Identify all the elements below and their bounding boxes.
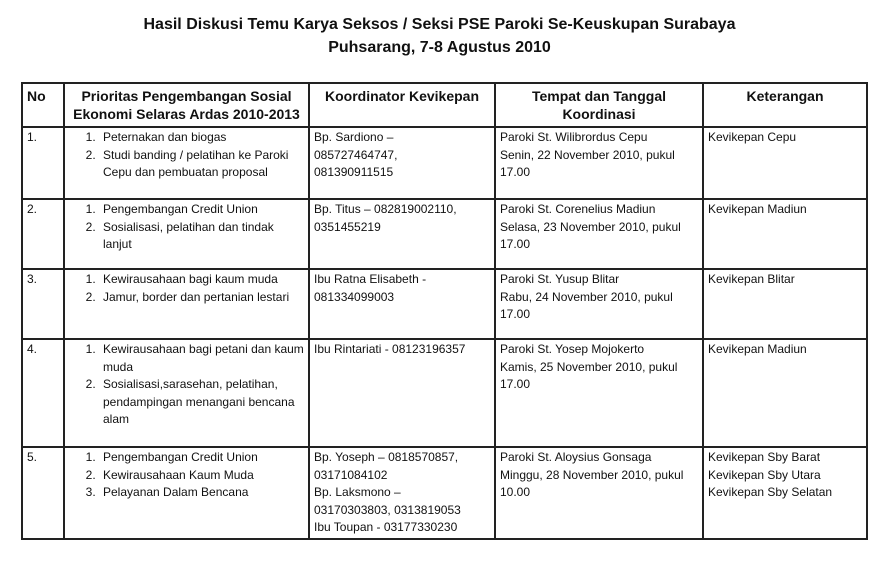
cell-prioritas	[64, 269, 309, 339]
prioritas-list	[69, 271, 304, 306]
cell-keterangan	[703, 199, 867, 269]
keterangan-line: Kevikepan Sby Barat	[708, 450, 821, 464]
cell-tempat	[495, 127, 703, 199]
cell-koordinator	[309, 199, 495, 269]
table-row	[22, 199, 867, 269]
document-subtitle: Puhsarang, 7-8 Agustus 2010	[328, 39, 551, 56]
koordinator-line: 081390911515	[314, 165, 394, 179]
koordinator-line: Bp. Sardiono –	[314, 130, 394, 144]
prioritas-item: 1. Kewirausahaan bagi petani dan kaum muda	[99, 341, 304, 376]
table-header-row	[22, 83, 867, 127]
prioritas-item: 1. Pengembangan Credit Union	[99, 201, 304, 219]
prioritas-item: 2. Sosialisasi,sarasehan, pelatihan, pendampingan menangani bencana alam	[99, 376, 304, 429]
koordinator-line: 081334099003	[314, 289, 395, 304]
tempat-line: Senin, 22 November 2010, pukul 17.00	[500, 147, 675, 179]
cell-no: 4.	[22, 339, 64, 447]
prioritas-item: 3. Pelayanan Dalam Bencana	[99, 484, 304, 502]
header-prioritas: Prioritas Pengembangan Sosial Ekonomi Selaras Ardas 2010-2013	[64, 83, 309, 127]
prioritas-list	[69, 449, 304, 502]
tempat-line: Selasa, 23 November 2010, pukul 17.00	[500, 219, 681, 251]
cell-koordinator	[309, 269, 495, 339]
header-no: No	[22, 83, 64, 127]
koordinator-line: 0351455219	[314, 219, 381, 234]
tempat-line: Minggu, 28 November 2010, pukul 10.00	[500, 467, 684, 499]
coordination-table	[21, 82, 868, 540]
table-row	[22, 339, 867, 447]
prioritas-item: 2. Kewirausahaan Kaum Muda	[99, 467, 304, 485]
table-row	[22, 447, 867, 539]
header-koordinator: Koordinator Kevikepan	[309, 83, 495, 127]
cell-tempat	[495, 269, 703, 339]
tempat-line: Rabu, 24 November 2010, pukul 17.00	[500, 289, 673, 321]
tempat-line: Paroki St. Wilibrordus Cepu	[500, 130, 648, 144]
cell-keterangan	[703, 127, 867, 199]
header-keterangan: Keterangan	[703, 83, 867, 127]
tempat-line: Kamis, 25 November 2010, pukul 17.00	[500, 359, 678, 391]
cell-koordinator	[309, 127, 495, 199]
cell-koordinator	[309, 447, 495, 539]
cell-keterangan	[703, 269, 867, 339]
cell-tempat	[495, 447, 703, 539]
cell-tempat	[495, 339, 703, 447]
cell-prioritas	[64, 339, 309, 447]
tempat-line: Paroki St. Corenelius Madiun	[500, 202, 656, 216]
keterangan-line: Kevikepan Madiun	[708, 202, 807, 216]
koordinator-line: Bp. Titus – 082819002110,	[314, 202, 457, 216]
tempat-line: Paroki St. Yusup Blitar	[500, 272, 620, 286]
cell-no: 1.	[22, 127, 64, 199]
prioritas-item: 2. Sosialisasi, pelatihan dan tindak lanjut	[99, 219, 304, 254]
cell-keterangan	[703, 447, 867, 539]
keterangan-line: Kevikepan Madiun	[708, 342, 807, 356]
tempat-line: Paroki St. Aloysius Gonsaga	[500, 450, 652, 464]
koordinator-line: Ibu Ratna Elisabeth -	[314, 272, 427, 286]
cell-keterangan	[703, 339, 867, 447]
cell-koordinator	[309, 339, 495, 447]
keterangan-line: Kevikepan Blitar	[708, 272, 795, 286]
cell-no: 3.	[22, 269, 64, 339]
koordinator-line: 085727464747,	[314, 147, 398, 162]
cell-no: 2.	[22, 199, 64, 269]
header-tempat: Tempat dan Tanggal Koordinasi	[495, 83, 703, 127]
prioritas-list	[69, 341, 304, 429]
tempat-line: Paroki St. Yosep Mojokerto	[500, 342, 645, 356]
keterangan-line: Kevikepan Sby Selatan	[708, 485, 833, 499]
table-row	[22, 269, 867, 339]
koordinator-line: Ibu Toupan - 03177330230	[314, 520, 458, 534]
prioritas-item: 1. Kewirausahaan bagi kaum muda	[99, 271, 304, 289]
koordinator-line: Ibu Rintariati - 08123196357	[314, 342, 466, 356]
koordinator-line: 03170303803, 0313819053	[314, 502, 461, 517]
table-row	[22, 127, 867, 199]
cell-no: 5.	[22, 447, 64, 539]
keterangan-line: Kevikepan Sby Utara	[708, 467, 821, 482]
cell-prioritas	[64, 127, 309, 199]
keterangan-line: Kevikepan Cepu	[708, 130, 797, 144]
koordinator-line: 03171084102	[314, 467, 388, 482]
cell-prioritas	[64, 199, 309, 269]
cell-tempat	[495, 199, 703, 269]
prioritas-item: 2. Studi banding / pelatihan ke Paroki Cepu dan pembuatan proposal	[99, 147, 304, 182]
cell-prioritas	[64, 447, 309, 539]
koordinator-line: Bp. Laksmono –	[314, 485, 401, 499]
prioritas-item: 2. Jamur, border dan pertanian lestari	[99, 289, 304, 307]
prioritas-list	[69, 129, 304, 182]
prioritas-item: 1. Pengembangan Credit Union	[99, 449, 304, 467]
document-title: Hasil Diskusi Temu Karya Seksos / Seksi PSE Paroki Se-Keuskupan Surabaya	[143, 16, 736, 33]
prioritas-list	[69, 201, 304, 254]
table-body	[22, 127, 867, 539]
koordinator-line: Bp. Yoseph – 0818570857,	[314, 450, 459, 464]
prioritas-item: 1. Peternakan dan biogas	[99, 129, 304, 147]
